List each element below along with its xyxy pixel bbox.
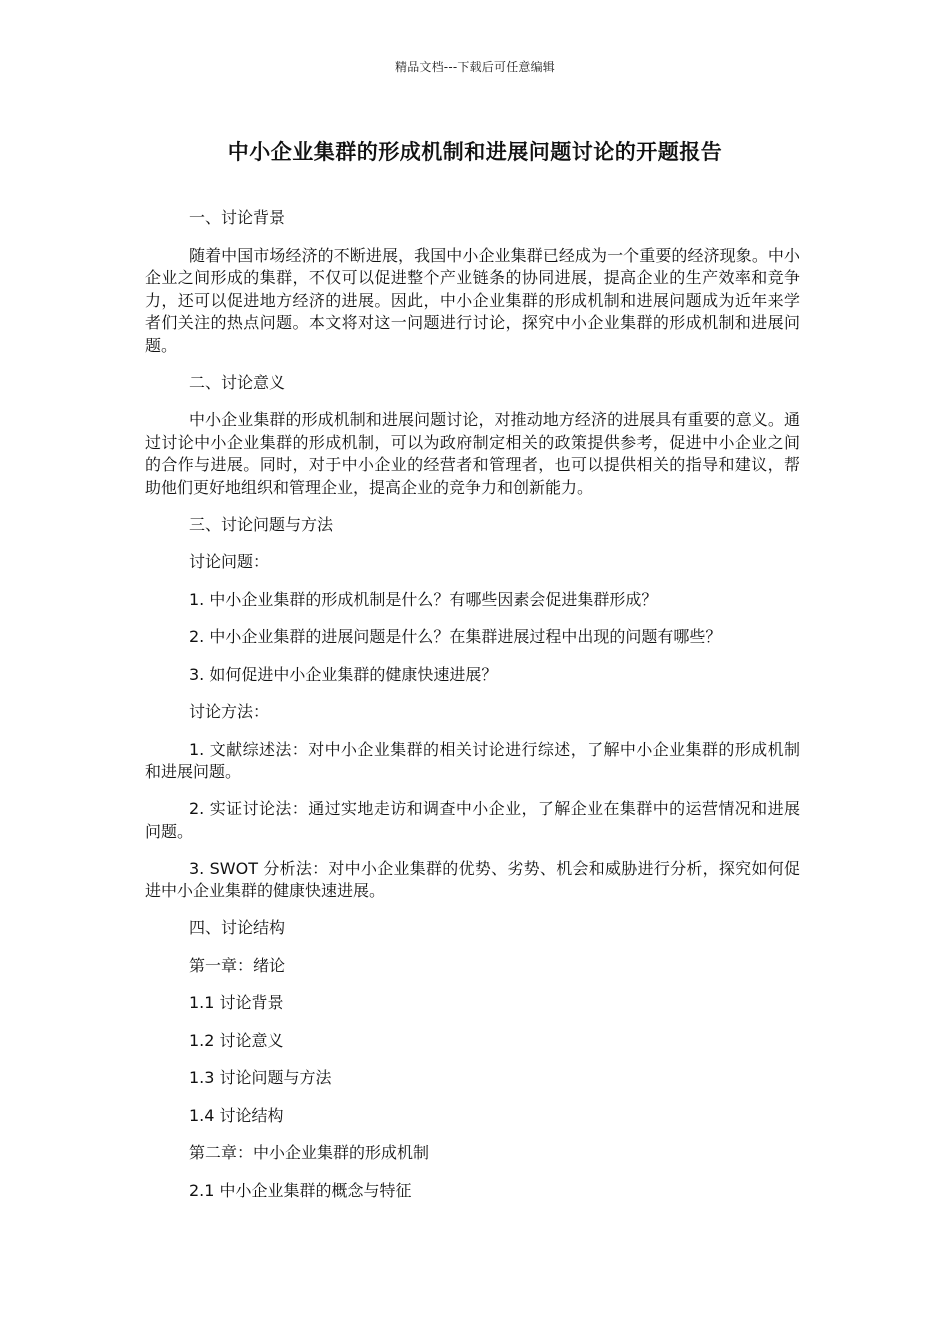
outline-item-1-3: 1.3 讨论问题与方法 [189,1068,332,1087]
document-title: 中小企业集群的形成机制和进展问题讨论的开题报告 [227,140,723,164]
outline-item-1-1: 1.1 讨论背景 [189,993,284,1012]
question-item-2: 2. 中小企业集群的进展问题是什么？在集群进展过程中出现的问题有哪些？ [189,627,722,646]
outline-item-1-2: 1.2 讨论意义 [189,1030,284,1050]
question-item-3: 3. 如何促进中小企业集群的健康快速进展？ [189,664,498,684]
section-heading-background: 一、讨论背景 [189,208,286,227]
outline-item-2-1: 2.1 中小企业集群的概念与特征 [189,1180,412,1200]
paragraph-significance: 中小企业集群的形成机制和进展问题讨论，对推动地方经济的进展具有重要的意义。通过讨论中小企业集群的形成机制，可以为政府制定相关的政策提供参考，促进中小企业之间的合作与进展。同时，对于中小企业的经营者和管理者，也可以提供相关的指导和建议，帮助他们更好地组织和管理企业，提高企业的竞争力和创新能力。 [145,410,800,497]
method-item-3: 3. SWOT 分析法：对中小企业集群的优势、劣势、机会和威胁进行分析，探究如何促进中小企业集群的健康快速进展。 [145,858,800,900]
chapter-2-heading: 第二章：中小企业集群的形成机制 [189,1143,430,1162]
document-body [145,207,800,1217]
section-heading-significance: 二、讨论意义 [189,372,286,392]
section-heading-structure: 四、讨论结构 [189,918,286,937]
section-heading-questions-methods: 三、讨论问题与方法 [189,514,334,534]
question-item-1: 1. 中小企业集群的形成机制是什么？有哪些因素会促进集群形成？ [189,589,658,609]
method-item-1: 1. 文献综述法：对中小企业集群的相关讨论进行综述，了解中小企业集群的形成机制和进展问题。 [145,739,800,781]
subheading-questions: 讨论问题： [189,552,270,571]
outline-item-1-4: 1.4 讨论结构 [189,1105,284,1125]
subheading-methods: 讨论方法： [189,702,270,721]
chapter-1-heading: 第一章：绪论 [189,955,286,975]
paragraph-background: 随着中国市场经济的不断进展，我国中小企业集群已经成为一个重要的经济现象。中小企业之间形成的集群，不仅可以促进整个产业链条的协同进展，提高企业的生产效率和竞争力，还可以促进地方经济的进展。因此，中小企业集群的形成机制和进展问题成为近年来学者们关注的热点问题。本文将对这一问题进行讨论，探究中小企业集群的形成机制和进展问题。 [145,245,800,355]
header-note: 精品文档---下载后可任意编辑 [395,60,555,74]
method-item-2: 2. 实证讨论法：通过实地走访和调查中小企业，了解企业在集群中的运营情况和进展问题。 [145,799,800,841]
